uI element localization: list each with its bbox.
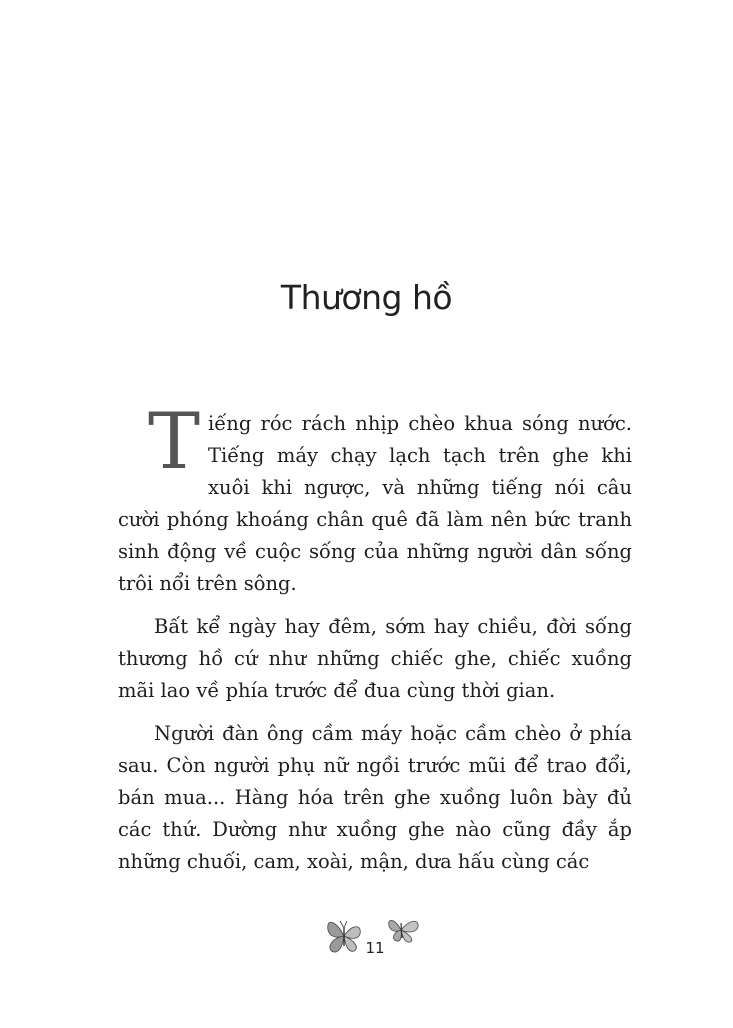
page-number: 11	[365, 939, 385, 957]
paragraph-3: Người đàn ông cầm máy hoặc cầm chèo ở phía sau. Còn người phụ nữ ngồi trước mũi để trao đổi, bán mua... Hàng hóa trên ghe xuồng luôn bày đủ các thứ. Dường như xuồng ghe nào cũng đầy ắp những chuối, cam, xoài, mận, dưa hấu cùng các	[118, 722, 632, 873]
paragraph-2: Bất kể ngày hay đêm, sớm hay chiều, đời sống thương hồ cứ như những chiếc ghe, chiếc xuồng mãi lao về phía trước để đua cùng thời gian.	[118, 615, 632, 702]
chapter-title: Thương hồ	[280, 278, 453, 317]
body-text	[118, 397, 632, 889]
butterfly-icon	[385, 912, 421, 946]
drop-cap: T	[148, 397, 201, 487]
paragraph-1	[118, 397, 632, 600]
page-footer	[0, 912, 733, 972]
paragraph-1-text: iếng róc rách nhịp chèo khua sóng nước. Tiếng máy chạy lạch tạch trên ghe khi xuôi khi ngược, và những tiếng nói câu cười phóng khoáng chân quê đã làm nên bức tranh sinh động về cuộc sống của những người dân sống trôi nổi trên sông.	[118, 412, 632, 595]
